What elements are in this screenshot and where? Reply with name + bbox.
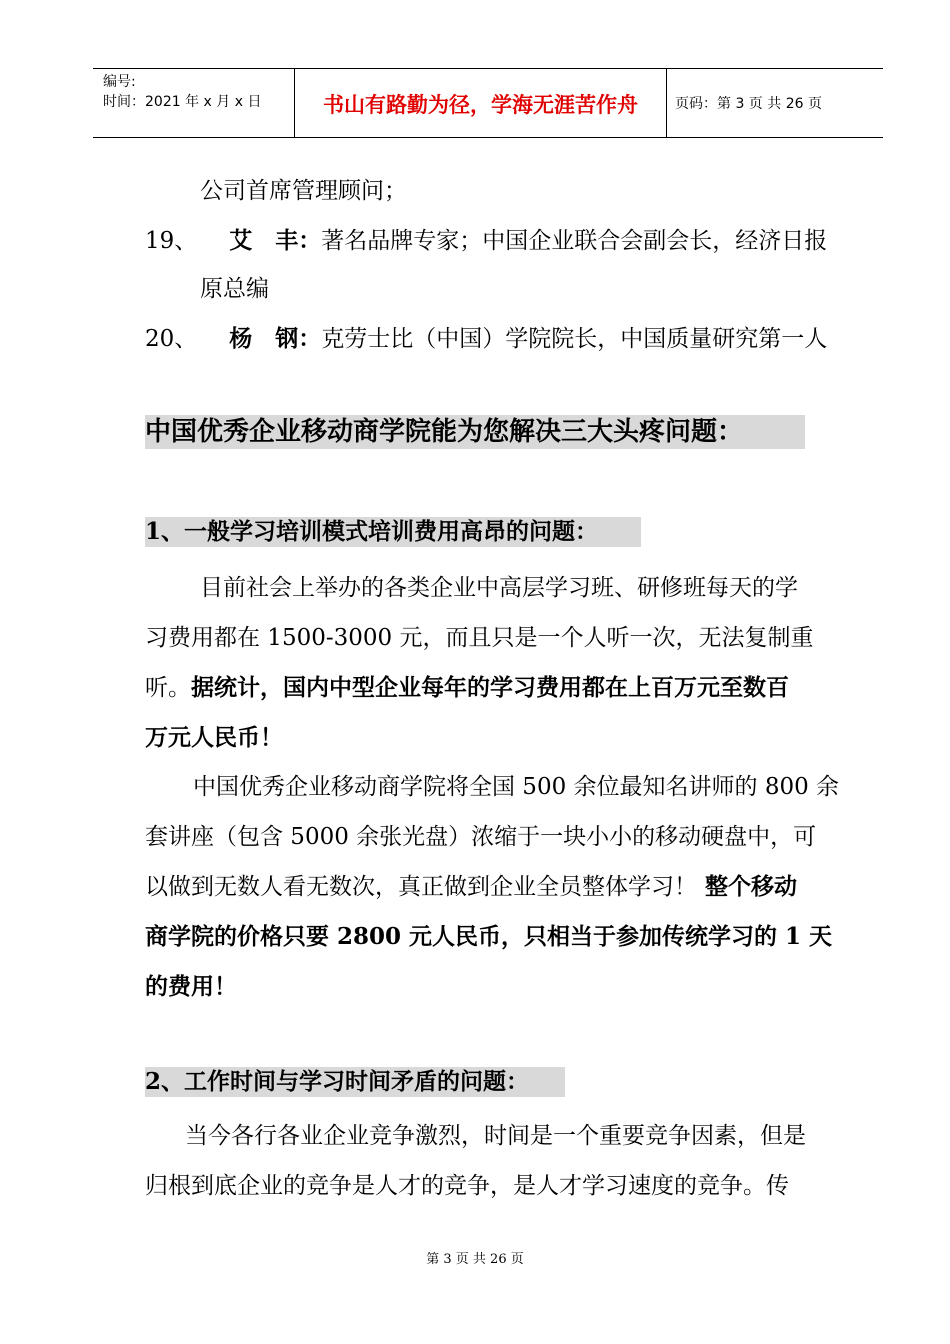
list-item-20 <box>145 320 827 353</box>
paragraph-line: 套讲座（包含 5000 余张光盘）浓缩于一块小小的移动硬盘中，可 <box>145 824 817 850</box>
paragraph-line: 习费用都在 1500-3000 元，而且只是一个人听一次，无法复制重 <box>145 625 814 651</box>
section-heading-1: 1、一般学习培训模式培训费用高昂的问题： <box>145 517 641 547</box>
paragraph-line: 归根到底企业的竞争是人才的竞争，是人才学习速度的竞争。传 <box>145 1173 789 1199</box>
paragraph-line <box>145 669 789 702</box>
header-motto: 书山有路勤为径，学海无涯苦作舟 <box>323 93 638 117</box>
paragraph-text: 听。 <box>145 675 191 701</box>
list-number: 20、 <box>145 326 198 352</box>
paragraph-line: 目前社会上举办的各类企业中高层学习班、研修班每天的学 <box>200 575 798 601</box>
document-time-label: 时间：2021 年 x 月 x 日 <box>103 94 262 110</box>
paragraph-line: 的费用！ <box>145 973 237 1000</box>
section-heading-2: 2、工作时间与学习时间矛盾的问题： <box>145 1067 565 1097</box>
paragraph-line: 万元人民币！ <box>145 724 283 751</box>
list-item-19 <box>145 222 827 255</box>
person-name: 杨 钢： <box>229 325 322 352</box>
paragraph-bold-text: 整个移动 <box>705 873 797 900</box>
document-number-label: 编号: <box>103 74 136 90</box>
page-header <box>93 68 883 138</box>
text-line: 原总编 <box>200 276 269 302</box>
paragraph-line: 中国优秀企业移动商学院将全国 500 余位最知名讲师的 800 余 <box>193 774 840 800</box>
header-meta-cell <box>93 69 295 137</box>
header-motto-cell <box>295 69 667 137</box>
header-page-number: 页码：第 3 页 共 26 页 <box>675 96 822 112</box>
header-page-cell <box>667 69 883 137</box>
paragraph-line: 当今各行各业企业竞争激烈，时间是一个重要竞争因素，但是 <box>185 1123 806 1149</box>
person-description: 著名品牌专家；中国企业联合会副会长，经济日报 <box>321 228 828 254</box>
paragraph-text: 以做到无数人看无数次，真正做到企业全员整体学习！ <box>145 874 697 900</box>
paragraph-bold-text: 据统计，国内中型企业每年的学习费用都在上百万元至数百 <box>191 674 789 701</box>
person-description: 克劳士比（中国）学院院长，中国质量研究第一人 <box>321 326 828 352</box>
section-title: 中国优秀企业移动商学院能为您解决三大头疼问题： <box>145 415 805 449</box>
paragraph-line: 商学院的价格只要 2800 元人民币，只相当于参加传统学习的 1 天 <box>145 923 833 950</box>
person-name: 艾 丰： <box>229 227 322 254</box>
list-number: 19、 <box>145 228 198 254</box>
page-footer: 第 3 页 共 26 页 <box>426 1252 524 1267</box>
text-line: 公司首席管理顾问； <box>200 178 407 204</box>
paragraph-line <box>145 868 797 901</box>
